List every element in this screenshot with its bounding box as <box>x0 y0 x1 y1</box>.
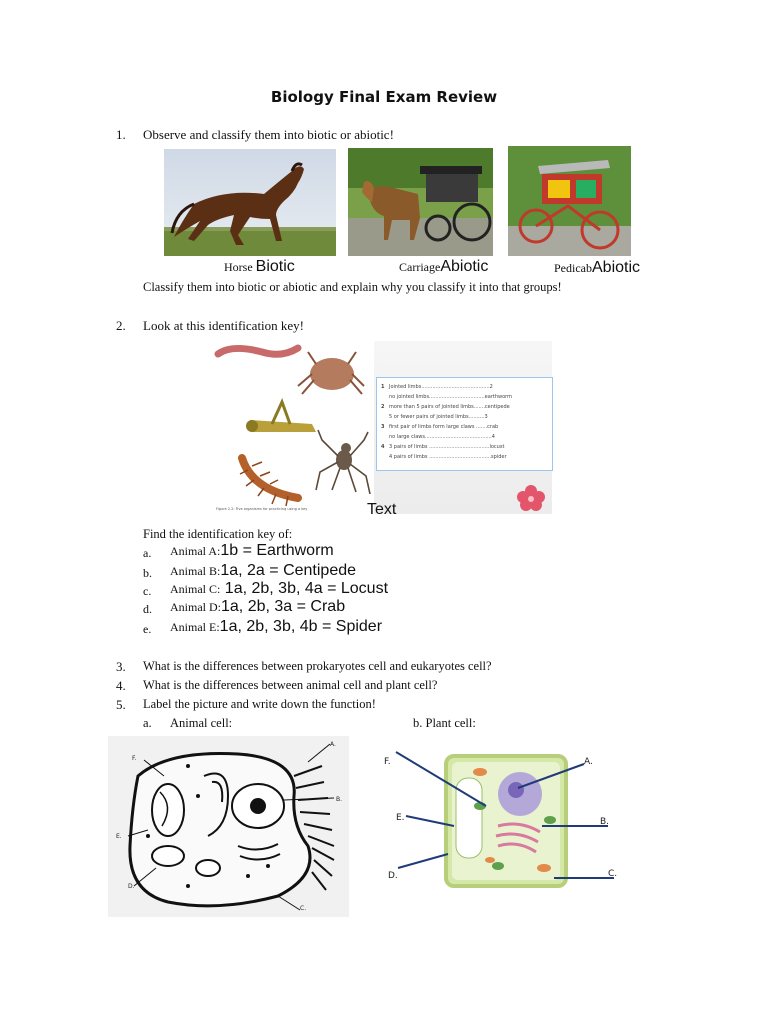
item-letter: b. <box>143 566 152 580</box>
q2-text: Look at this identification key! <box>143 318 305 333</box>
animal-label-c: C. <box>300 905 307 912</box>
animal-b-answer: Animal B:1a, 2a = Centipede <box>170 562 357 579</box>
plant-label-a: A. <box>584 757 593 767</box>
q5-number: 5. <box>116 697 126 712</box>
item-letter: d. <box>143 602 152 616</box>
q1-number: 1. <box>116 127 126 142</box>
q3-text: What is the differences between prokaryotes cell and eukaryotes cell? <box>143 659 492 673</box>
flower-icon <box>514 483 548 511</box>
page-title: Biology Final Exam Review <box>270 88 498 106</box>
pedicab-label: Pedicab <box>554 261 592 275</box>
item-letter: e. <box>143 622 152 636</box>
pedicab-caption <box>554 259 640 277</box>
q2-prompt: Find the identification key of: <box>143 527 293 541</box>
key-row: 3 first pair of limbs form large claws .......crab <box>381 424 499 430</box>
animal-label-d: D. <box>128 883 135 890</box>
key-row: 5 or fewer pairs of jointed limbs..........3 <box>389 414 488 420</box>
key-row: no large claws..........................................4 <box>389 434 495 440</box>
plant-label-f: F. <box>384 757 391 767</box>
animal-label-f: F. <box>132 755 137 762</box>
plant-label-c: C. <box>608 869 618 879</box>
animal-cell-diagram <box>108 736 349 917</box>
horse-answer: Biotic <box>255 258 295 275</box>
carriage-label: Carriage <box>399 260 441 274</box>
plant-label-d: D. <box>388 871 398 881</box>
q5-a-label: Animal cell: <box>170 716 233 730</box>
q5-b-label: b. Plant cell: <box>413 716 476 730</box>
horse-caption <box>224 258 295 276</box>
key-table <box>376 377 553 471</box>
horse-photo <box>164 149 336 256</box>
plant-cell-diagram <box>368 740 624 900</box>
carriage-caption <box>399 258 488 276</box>
animal-d-answer: Animal D:1a, 2b, 3a = Crab <box>170 598 346 615</box>
q3-number: 3. <box>116 659 126 674</box>
q4-text: What is the differences between animal cell and plant cell? <box>143 678 438 692</box>
animal-e-answer: Animal E:1a, 2b, 3b, 4b = Spider <box>170 618 383 635</box>
q4-number: 4. <box>116 678 126 693</box>
q5-text: Label the picture and write down the function! <box>143 697 376 711</box>
figure-caption: Figure 2.2: Five organisms for practicing using a key <box>216 507 308 511</box>
carriage-answer: Abiotic <box>440 258 489 275</box>
q1-text: Observe and classify them into biotic or abiotic! <box>143 127 394 142</box>
key-row: 4 3 pairs of limbs ......................................locust <box>381 444 505 450</box>
key-row: 4 pairs of limbs .......................................spider <box>389 454 507 460</box>
pedicab-photo <box>508 146 631 256</box>
q1-followup: Classify them into biotic or abiotic and explain why you classify it into that groups! <box>143 280 562 294</box>
identification-key <box>374 341 552 514</box>
animal-label-a: A. <box>330 741 336 748</box>
horse-label: Horse <box>224 260 253 274</box>
item-letter: a. <box>143 546 152 560</box>
key-row: no jointed limbs...................................earthworm <box>389 394 512 400</box>
animal-label-e: E. <box>116 833 122 840</box>
pedicab-answer: Abiotic <box>592 259 641 276</box>
carriage-photo <box>348 148 493 256</box>
text-tag: Text <box>367 501 397 518</box>
key-row: 1 Jointed limbs...........................................2 <box>381 384 493 390</box>
q5-a-letter: a. <box>143 716 152 730</box>
q2-number: 2. <box>116 318 126 333</box>
key-row: 2 more than 5 pairs of jointed limbs.......centipede <box>381 404 510 410</box>
animal-label-b: B. <box>336 796 343 803</box>
animal-a-answer: Animal A:1b = Earthworm <box>170 542 334 559</box>
organisms-figure <box>212 340 374 515</box>
plant-label-b: B. <box>600 817 610 827</box>
plant-label-e: E. <box>396 813 405 823</box>
item-letter: c. <box>143 584 152 598</box>
animal-c-answer: Animal C: 1a, 2b, 3b, 4a = Locust <box>170 580 389 597</box>
